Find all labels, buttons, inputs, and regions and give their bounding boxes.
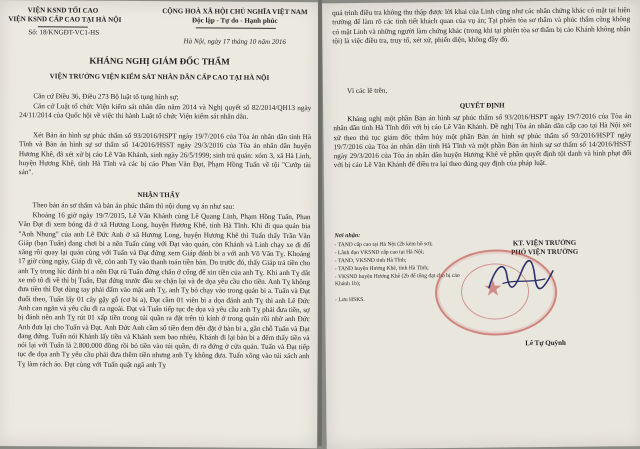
- conclusion-lead: Vì các lẽ trên,: [346, 86, 388, 96]
- recipient-item: - TAND huyện Hương Khê, tỉnh Hà Tĩnh;: [334, 265, 429, 273]
- case-facts-paragraph: Khoảng 16 giờ ngày 19/7/2015, Lê Văn Khánh cùng Lê Quang Linh, Phạm Hồng Tuấn, Phan Văn Đạt đi xem bóng đá ở xã Hương Long, huyện Hương Khê, tỉnh Hà Tĩnh. Khi đi qua quán bia "Anh Nhung" của anh Lê Đức Anh ở xã Hương Long, huyện Hương Khê thì Tuấn thấy Trần Văn Giáp (bạn Tuấn) đang chơi bi a nên Tuấn cùng với Đạt vào quán, còn Khánh và Linh chạy xe đi đổ xăng rồi quay lại quán cùng với Tuấn và Đạt đứng xem Giáp đánh bi a với anh Võ Văn Tỵ. Khoảng 17 giờ cùng ngày, Giáp đi về, còn anh Tỵ vào thanh toán tiền bàn. Do trước đó, thấy Giáp trả tiền cho anh Tỵ trong lúc đánh bi a nên Đạt rủ Tuấn đứng chắn ở cổng để xin tiền của anh Tỵ. Khi anh Tỵ dắt xe mô tô đi về thì bị Tuấn, Đạt đứng trước đầu xe chặn lại và đe dọa yêu cầu cho tiền. Anh Tỵ không đưa tiền thì Đạt dùng tay phải đấm vào mặt anh Tỵ, anh Tỵ bỏ chạy vào trong quán bi a. Tuấn và Đạt đuổi theo, Tuấn lấy 01 cây gậy gỗ (cơ bi a), Đạt cầm 01 viên bi a dọa đánh anh Tỵ thì anh Lê Đức Anh can ngăn và yêu cầu đi ra ngoài. Đạt và Tuấn tiếp tục đe dọa và yêu cầu anh Tỵ phải đưa tiền, sợ bị đánh nên anh Tỵ rút 01 xấp tiền trong túi quần ra đặt trên tủ kính ở trong quán rồi nhờ anh Đức Anh đưa lại cho Tuấn và Đạt. Anh Đức Anh cầm số tiền đem đến đặt ở bàn bi a, gần chỗ Tuấn và Đạt đang đứng. Tuấn nói Khánh lấy tiền và Khánh xem bao nhiêu, Khánh đi lại bàn bi a đếm thấy tiền và nói lại với Tuấn là 2.800.000 đồng rồi bỏ tiền vào túi quần, đi ra đứng ở cửa quán. Tuấn và Đạt tiếp tục đe dọa anh Tỵ yêu cầu phải đưa thêm tiền nhưng anh Tỵ không đưa. Tuấn xông vào túi xách anh Tỵ làm rách áo. Đạt cùng với Tuấn quật ngã anh Tỵ: [17, 211, 311, 369]
- seal-star-icon: ★: [482, 275, 503, 301]
- legal-basis-1: Căn cứ Điều 36, Điều 273 Bộ luật tố tụng hình sự;: [33, 92, 179, 102]
- document-title: KHÁNG NGHỊ GIÁM ĐỐC THẨM: [89, 55, 230, 67]
- recipient-item: - TAND cấp cao tại Hà Nội (2b kèm hồ sơ);: [334, 241, 433, 249]
- investigation-shortcomings-paragraph: quá trình điều tra không thu thập được lời khai của Linh cũng như các nhân chứng khác có mặt tại hiện trường để làm rõ các tình tiết khách quan của vụ án; Tại phiên tòa sơ thẩm và phúc thẩm cũng không có mặt Linh và những người làm chứng khác (trong khi tại phiên tòa sơ thẩm bị cáo Khánh không nhận tội) là việc điều tra, truy tố, xét xử, phiến diện, không đầy đủ.: [332, 6, 631, 46]
- nation-line1: CỘNG HOÀ XÃ HỘI CHỦ NGHĨA VIỆT NAM: [162, 7, 308, 17]
- handwritten-signature: [483, 253, 564, 304]
- document-page-left: [0, 0, 320, 448]
- agency-line1: VIỆN KSND TỐI CAO: [27, 6, 99, 15]
- agency-line2: VIỆN KSND CẤP CAO TẠI HÀ NỘI: [8, 15, 122, 24]
- recipient-item: - Lưu HSKS.: [335, 296, 365, 304]
- signer-name: Lê Tự Quỳnh: [525, 338, 566, 348]
- signer-title-1: KT. VIỆN TRƯỞNG: [512, 238, 577, 248]
- decision-paragraph: Kháng nghị một phần Bản án hình sự phúc thẩm số 93/2016/HSPT ngày 19/7/2016 của Tòa án nhân dân tỉnh Hà Tĩnh đối với bị cáo Lê Văn Khánh. Đề nghị Tòa án nhân dân cấp cao tại Hà Nội xét xử theo thủ tục giám đốc thẩm hủy một phần Bản án hình sự phúc thẩm số 93/2016/HSPT ngày 19/7/2016 của Tòa án nhân dân tỉnh Hà Tĩnh và một phần Bản án hình sự sơ thẩm số 14/2016/HSST ngày 29/3/2016 của Tòa án nhân dân huyện Hương Khê về phần quyết định tội danh và hình phạt đối với bị cáo Lê Văn Khánh để điều tra lại theo đúng quy định của pháp luật.: [333, 112, 632, 170]
- nation-underline: [196, 27, 276, 29]
- case-summary-intro: Theo bản án sơ thẩm và bản án phúc thẩm thì nội dung vụ án như sau:: [32, 201, 235, 211]
- recipients-heading: Nơi nhận:: [334, 232, 361, 240]
- recipient-item: - VKSND huyện Hương Khê (2b để tống đạt cho bị cáo Khánh 1b);: [334, 272, 460, 288]
- nation-line2: Độc lập - Tự do - Hạnh phúc: [192, 16, 278, 25]
- recipient-item: - TAND, VKSND tỉnh Hà Tĩnh;: [334, 257, 407, 265]
- case-review-paragraph: Xét Bản án hình sự phúc thẩm số 93/2016/HSPT ngày 19/7/2016 của Tòa án nhân dân tỉnh Hà Tĩnh và Bản án hình sự sơ thẩm số 14/2016/HSST ngày 29/3/2016 của Tòa án nhân dân huyện Hương Khê, đã xét xử bị cáo Lê Văn Khánh, sinh ngày 26/5/1999; sinh trú quán: xóm 3, xã Hà Linh, huyện Hương Khê, tỉnh Hà Tĩnh và các bị cáo Phan Văn Đạt, Phạm Hồng Tuấn về tội "Cướp tài sản".: [18, 131, 312, 177]
- document-page-right: [322, 0, 640, 449]
- issuer-line: VIỆN TRƯỞNG VIỆN KIỂM SÁT NHÂN DÂN CẤP CAO TẠI HÀ NỘI: [49, 72, 270, 82]
- date-line: Hà Nội, ngày 17 tháng 10 năm 2016: [183, 37, 286, 46]
- section-heading-findings: NHẬN THẤY: [137, 190, 180, 200]
- signer-title-2: PHÓ VIỆN TRƯỞNG: [511, 247, 579, 257]
- page-fold-shadow: [318, 0, 322, 446]
- reference-number: Số: 18/KNGĐT-VC1-HS: [28, 28, 100, 37]
- legal-basis-2: Căn cứ Luật tổ chức Viện kiểm sát nhân dân năm 2014 và Nghị quyết số 82/2014/QH13 ngày 24/11/2014 của Quốc hội về việc thi hành Luật tổ chức Viện kiểm sát nhân dân.: [19, 102, 312, 122]
- recipient-item: - Lãnh đạo VKSND cấp cao tại Hà Nội;: [334, 249, 425, 257]
- section-heading-decision: QUYẾT ĐỊNH: [459, 101, 505, 110]
